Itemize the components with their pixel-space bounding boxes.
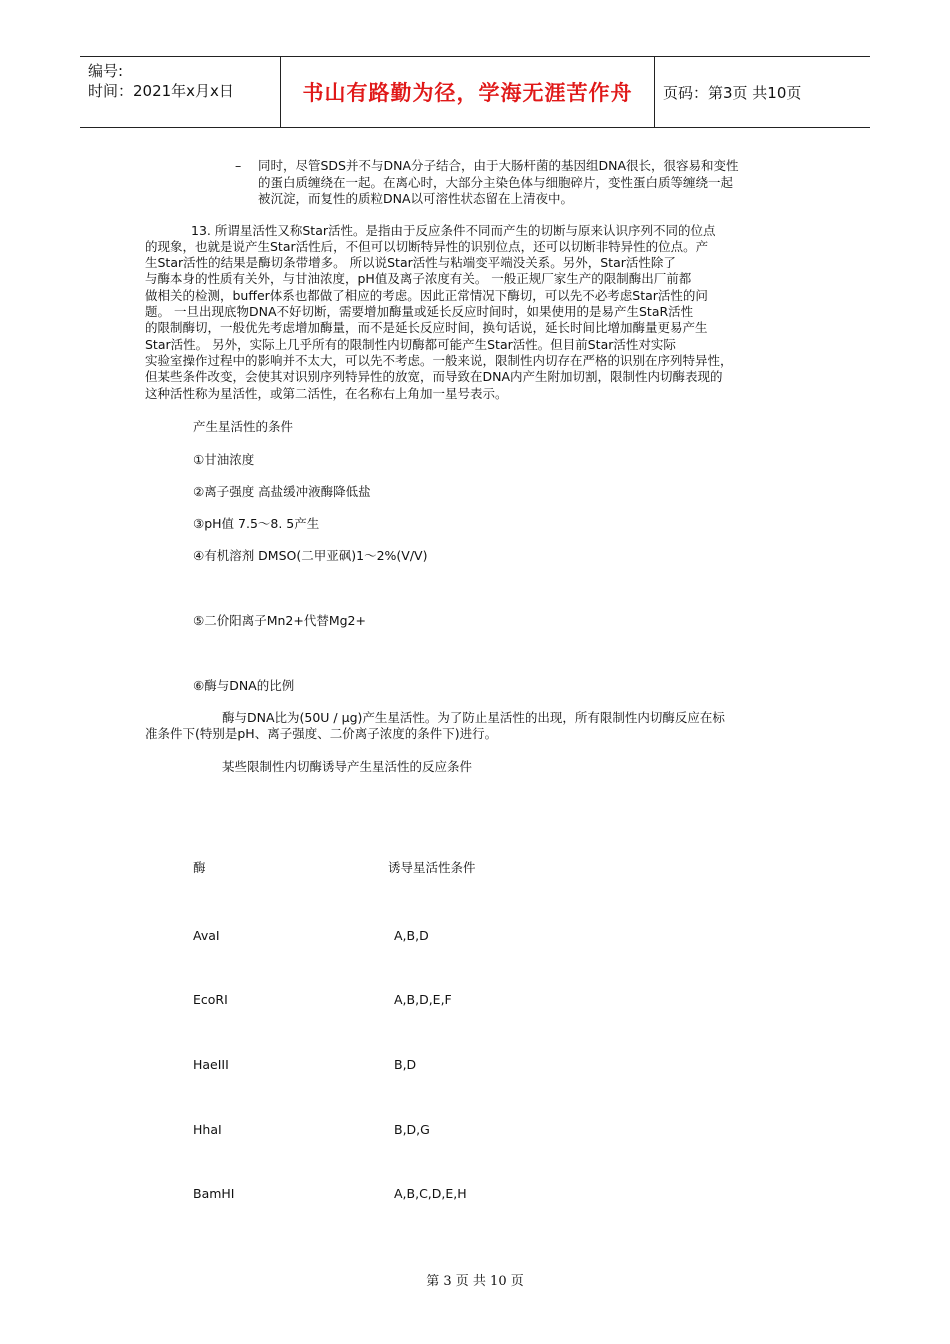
para13-line: 但某些条件改变，会使其对识别序列特异性的放宽，而导致在DNA内产生附加切割，限制性内切酶表现的 [145,369,723,384]
page-info: 页码：第3页 共10页 [663,83,802,102]
para13-line: 的限制酶切，一般优先考虑增加酶量，而不是延长反应时间，换句话说，延长时间比增加酶量更易产生 [145,320,708,335]
condition-item: ③pH值 7.5～8. 5产生 [193,516,320,531]
time-label: 时间：2021年x月x日 [88,82,234,100]
para13-line: 的现象，也就是说产生Star活性后，不但可以切断特异性的识别位点，还可以切断非特异性的位点。产 [145,239,709,254]
para13-line: 生Star活性的结果是酶切条带增多。 所以说Star活性与粘端变平端没关系。另外，Star活性除了 [145,255,676,270]
page-footer: 第 3 页 共 10 页 [426,1274,524,1289]
table-cell-conditions: A,B,C,D,E,H [394,1186,467,1201]
para13-line: 题。 一旦出现底物DNA不好切断，需要增加酶量或延长反应时间时，如果使用的是易产生StaR活性 [145,304,694,319]
bullet-line-2: 的蛋白质缠绕在一起。在离心时，大部分主染色体与细胞碎片，变性蛋白质等缠绕一起 [258,175,734,190]
ratio-line-2: 准条件下(特别是pH、离子强度、二价离子浓度的条件下)进行。 [145,726,498,741]
table-cell-conditions: A,B,D,E,F [394,992,452,1007]
condition-item: ②离子强度 高盐缓冲液酶降低盐 [193,484,371,499]
bullet-line-1: 同时，尽管SDS并不与DNA分子结合，由于大肠杆菌的基因组DNA很长，很容易和变性 [258,158,739,173]
table-cell-enzyme: BamHI [193,1186,235,1201]
table-cell-enzyme: AvaI [193,928,220,943]
table-cell-enzyme: HhaI [193,1122,222,1137]
number-label: 编号: [88,62,124,80]
para13-line: 做相关的检测，buffer体系也都做了相应的考虑。因此正常情况下酶切，可以先不必考虑Star活性的问 [145,288,708,303]
para13-line: Star活性。 另外，实际上几乎所有的限制性内切酶都可能产生Star活性。但目前Star活性对实际 [145,337,676,352]
table-header-enzyme: 酶 [193,860,206,875]
table-cell-enzyme: HaeIII [193,1057,229,1072]
motto-text: 书山有路勤为径，学海无涯苦作舟 [302,81,633,105]
condition-item: ④有机溶剂 DMSO(二甲亚砜)1～2%(V/V) [193,548,428,563]
table-cell-conditions: A,B,D [394,928,429,943]
table-caption: 某些限制性内切酶诱导产生星活性的反应条件 [222,759,473,774]
bullet-dash: – [235,158,242,173]
para13-line: 13. 所谓星活性又称Star活性。是指由于反应条件不同而产生的切断与原来认识序列不同的位点 [191,223,716,238]
condition-item: ①甘油浓度 [193,452,255,467]
para13-line: 这种活性称为星活性，或第二活性，在名称右上角加一星号表示。 [145,386,508,401]
para13-line: 实验室操作过程中的影响并不太大，可以先不考虑。一般来说，限制性内切存在严格的识别在序列特异性， [145,353,733,368]
condition-item: ⑤二价阳离子Mn2+代替Mg2+ [193,613,366,628]
table-cell-conditions: B,D,G [394,1122,430,1137]
para13-line: 与酶本身的性质有关外，与甘油浓度，pH值及离子浓度有关。 一般正规厂家生产的限制酶出厂前都 [145,271,692,286]
table-header-conditions: 诱导星活性条件 [388,860,476,875]
bullet-line-3: 被沉淀，而复性的质粒DNA以可溶性状态留在上清夜中。 [258,191,574,206]
ratio-line-1: 酶与DNA比为(50U / μg)产生星活性。为了防止星活性的出现，所有限制性内切酶反应在标 [222,710,725,725]
table-cell-enzyme: EcoRI [193,992,228,1007]
conditions-title: 产生星活性的条件 [193,419,294,434]
table-cell-conditions: B,D [394,1057,417,1072]
condition-item: ⑥酶与DNA的比例 [193,678,295,693]
